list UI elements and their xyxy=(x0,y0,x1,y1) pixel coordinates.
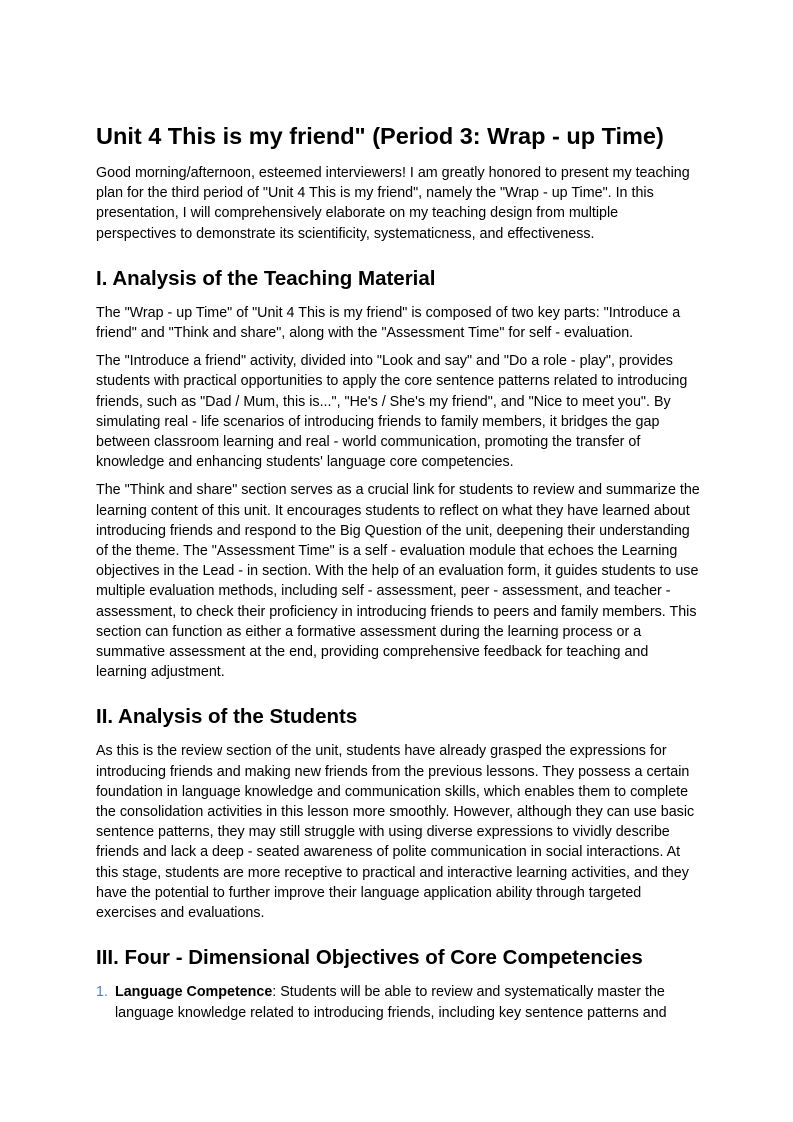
body-paragraph: The "Think and share" section serves as a crucial link for students to review and summarize the learning content of this unit. It encourages students to reflect on what they have learned about introducing friends and respond to the Big Question of the unit, deepening their understanding of the theme. The "Assessment Time" is a self - evaluation module that echoes the Learning objectives in the Lead - in section. With the help of an evaluation form, it guides students to use multiple evaluation methods, including self - assessment, peer - assessment, and teacher - assessment, to check their proficiency in introducing friends to peers and family members. This section can function as either a formative assessment during the learning process or a summative assessment at the end, providing comprehensive feedback for teaching and learning adjustment. xyxy=(96,482,700,681)
section-spacer xyxy=(96,931,702,943)
body-paragraph: The "Wrap - up Time" of "Unit 4 This is my friend" is composed of two key parts: "Introduce a friend" and "Think and share", along with the "Assessment Time" for self - evaluation. xyxy=(96,304,681,342)
section-heading: I. Analysis of the Teaching Material xyxy=(96,266,436,290)
list-item-label: Language Competence xyxy=(115,984,273,1001)
body-paragraph: The "Introduce a friend" activity, divided into "Look and say" and "Do a role - play", provides students with practical opportunities to apply the core sentence patterns related to introducing friends, such as "Dad / Mum, this is...", "He's / She's my friend", and "Nice to meet you". By simulating real - life scenarios of introducing friends to family members, it bridges the gap between classroom learning and real - world communication, promoting the transfer of knowledge and enhancing students' language core competencies. xyxy=(96,353,688,471)
list-item-text: : Students will be able to review and systematically master the language knowledge related to introducing friends, including key sentence patterns and xyxy=(115,984,667,1021)
section-spacer xyxy=(96,690,702,702)
section-teaching-material xyxy=(96,264,702,683)
document-title: Unit 4 This is my friend" (Period 3: Wrap - up Time) xyxy=(96,123,664,149)
list-item-number: 1. xyxy=(96,984,108,1001)
section-spacer xyxy=(96,252,702,264)
body-paragraph: As this is the review section of the unit, students have already grasped the expressions for introducing friends and making new friends from the previous lessons. They possess a certain foundation in language knowledge and communication skills, which enables them to complete the consolidation activities in this lesson more smoothly. However, although they can use basic sentence patterns, they may still struggle with using diverse expressions to vividly describe friends and lack a deep - seated awareness of polite communication in social interactions. At this stage, students are more receptive to practical and interactive learning activities, and they have the potential to further improve their language application ability through targeted exercises and evaluations. xyxy=(96,743,695,922)
document-page xyxy=(96,118,702,1023)
section-heading: II. Analysis of the Students xyxy=(96,705,358,729)
section-objectives xyxy=(96,943,702,1022)
section-heading: III. Four - Dimensional Objectives of Core Competencies xyxy=(96,946,643,970)
section-students xyxy=(96,702,702,923)
intro-paragraph: Good morning/afternoon, esteemed interviewers! I am greatly honored to present my teaching plan for the third period of "Unit 4 This is my friend", namely the "Wrap - up Time". In this presentation, I will comprehensively elaborate on my teaching design from multiple perspectives to demonstrate its scientificity, systematicness, and effectiveness. xyxy=(96,165,690,242)
objectives-list xyxy=(96,982,702,1022)
list-item xyxy=(96,982,702,1022)
